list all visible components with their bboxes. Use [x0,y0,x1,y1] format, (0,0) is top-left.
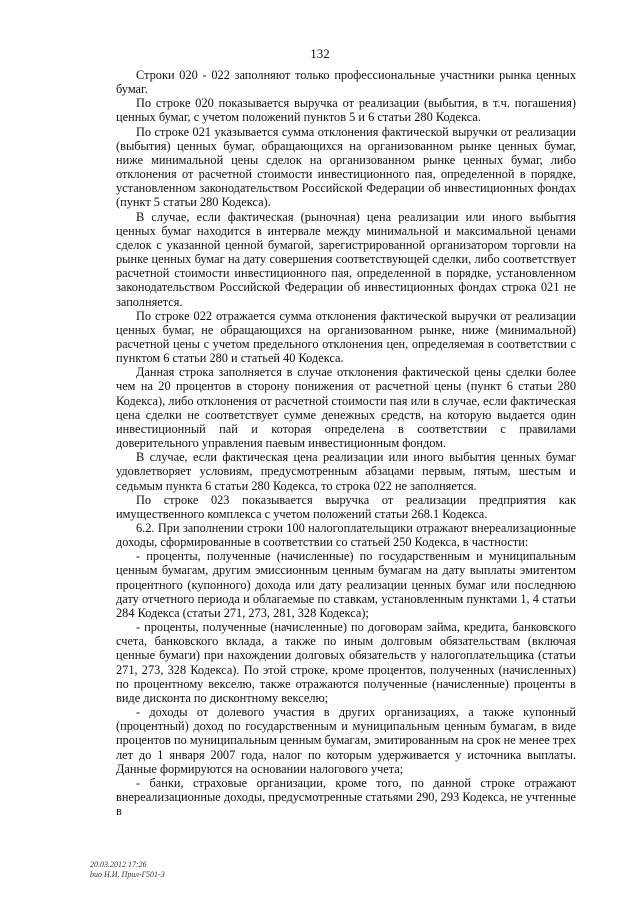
paragraph: По строке 023 показывается выручка от реализации предприятия как имущественного комплекса с учетом положений статьи 268.1 Кодекса. [116,492,576,521]
paragraph: 6.2. При заполнении строки 100 налогоплательщики отражают внереализационные доходы, сформированные в соответствии со статьей 250 Кодекса, в частности: [116,521,576,550]
list-item: - доходы от долевого участия в других организациях, а также купонный (процентный) доход по государственным и муниципальным ценным бумагам, в виде процентов по муниципальным ценным бумагам, эмитированным на срок не менее трех лет до 1 января 2007 года, налог по которым удерживается у источника выплаты. Данные формируются на основании налогового учета; [116,705,576,776]
list-item: - проценты, полученные (начисленные) по государственным и муниципальным ценным бумагам, другим эмиссионным ценным бумагам на дату выплаты эмитентом процентного (купонного) дохода или дату реализации ценных бумаг или последнюю дату отчетного периода и облагаемые по ставкам, установленным пунктами 1, 4 статьи 284 Кодекса (статьи 271, 273, 281, 328 Кодекса); [116,549,576,620]
footer-file-reference: buо Н.И. Прил-Г501-3 [90,870,165,879]
document-body [116,68,576,818]
footer-timestamp: 20.03.2012 17:26 [90,860,147,869]
paragraph: Строки 020 - 022 заполняют только профессиональные участники рынка ценных бумаг. [116,68,576,97]
paragraph: В случае, если фактическая цена реализации или иного выбытия ценных бумаг удовлетворяет условиям, предусмотренным абзацами первым, пятым, шестым и седьмым пункта 6 статьи 280 Кодекса, то строка 022 не заполняется. [116,450,576,493]
list-item: - проценты, полученные (начисленные) по договорам займа, кредита, банковского счета, банковского вклада, а также по иным долговым обязательствам (включая ценные бумаги) при нахождении долговых обязательств у налогоплательщика (статьи 271, 273, 328 Кодекса). По этой строке, кроме процентов, полученных (начисленных) по процентному векселю, также отражаются полученные (начисленные) проценты в виде дисконта по дисконтному векселю; [116,620,576,705]
paragraph: По строке 022 отражается сумма отклонения фактической выручки от реализации ценных бумаг, не обращающихся на организованном рынке, ниже (минимальной) расчетной цены с учетом предельного отклонения цен, определяемая в соответствии с пунктом 6 статьи 280 и статьей 40 Кодекса. [116,308,576,366]
page-number: 132 [310,46,330,61]
paragraph: По строке 021 указывается сумма отклонения фактической выручки от реализации (выбытия) ценных бумаг, обращающихся на организованном рынке ценных бумаг, ниже минимальной цены сделок на организованном рынке ценных бумаг, либо отклонения от расчетной стоимости инвестиционного пая, определенной в порядке, установленном законодательством Российской Федерации об инвестиционных фондах (пункт 5 статьи 280 Кодекса). [116,124,576,210]
footer-stamp [90,860,165,880]
paragraph: Данная строка заполняется в случае отклонения фактической цены сделки более чем на 20 процентов в сторону понижения от расчетной цены (пункт 6 статьи 280 Кодекса), либо отклонения от расчетной стоимости пая или в случае, если фактическая цена сделки не соответствует сумме денежных средств, на которую выдается один инвестиционный пай и которая определена в соответствии с правилами доверительного управления паевым инвестиционным фондом. [116,365,576,451]
paragraph: По строке 020 показывается выручка от реализации (выбытия, в т.ч. погашения) ценных бумаг, с учетом положений пунктов 5 и 6 статьи 280 Кодекса. [116,96,576,125]
paragraph: В случае, если фактическая (рыночная) цена реализации или иного выбытия ценных бумаг находится в интервале между минимальной и максимальной ценами сделок с указанной ценной бумагой, зарегистрированной организатором торговли на рынке ценных бумаг на дату совершения соответствующей сделки, либо соответствует расчетной стоимости инвестиционного пая, определенной в порядке, установленном законодательством Российской Федерации об инвестиционных фондах строка 021 не заполняется. [116,209,576,309]
list-item: - банки, страховые организации, кроме того, по данной строке отражают внереализационные доходы, предусмотренные статьями 290, 293 Кодекса, не учтенные в [116,775,576,819]
